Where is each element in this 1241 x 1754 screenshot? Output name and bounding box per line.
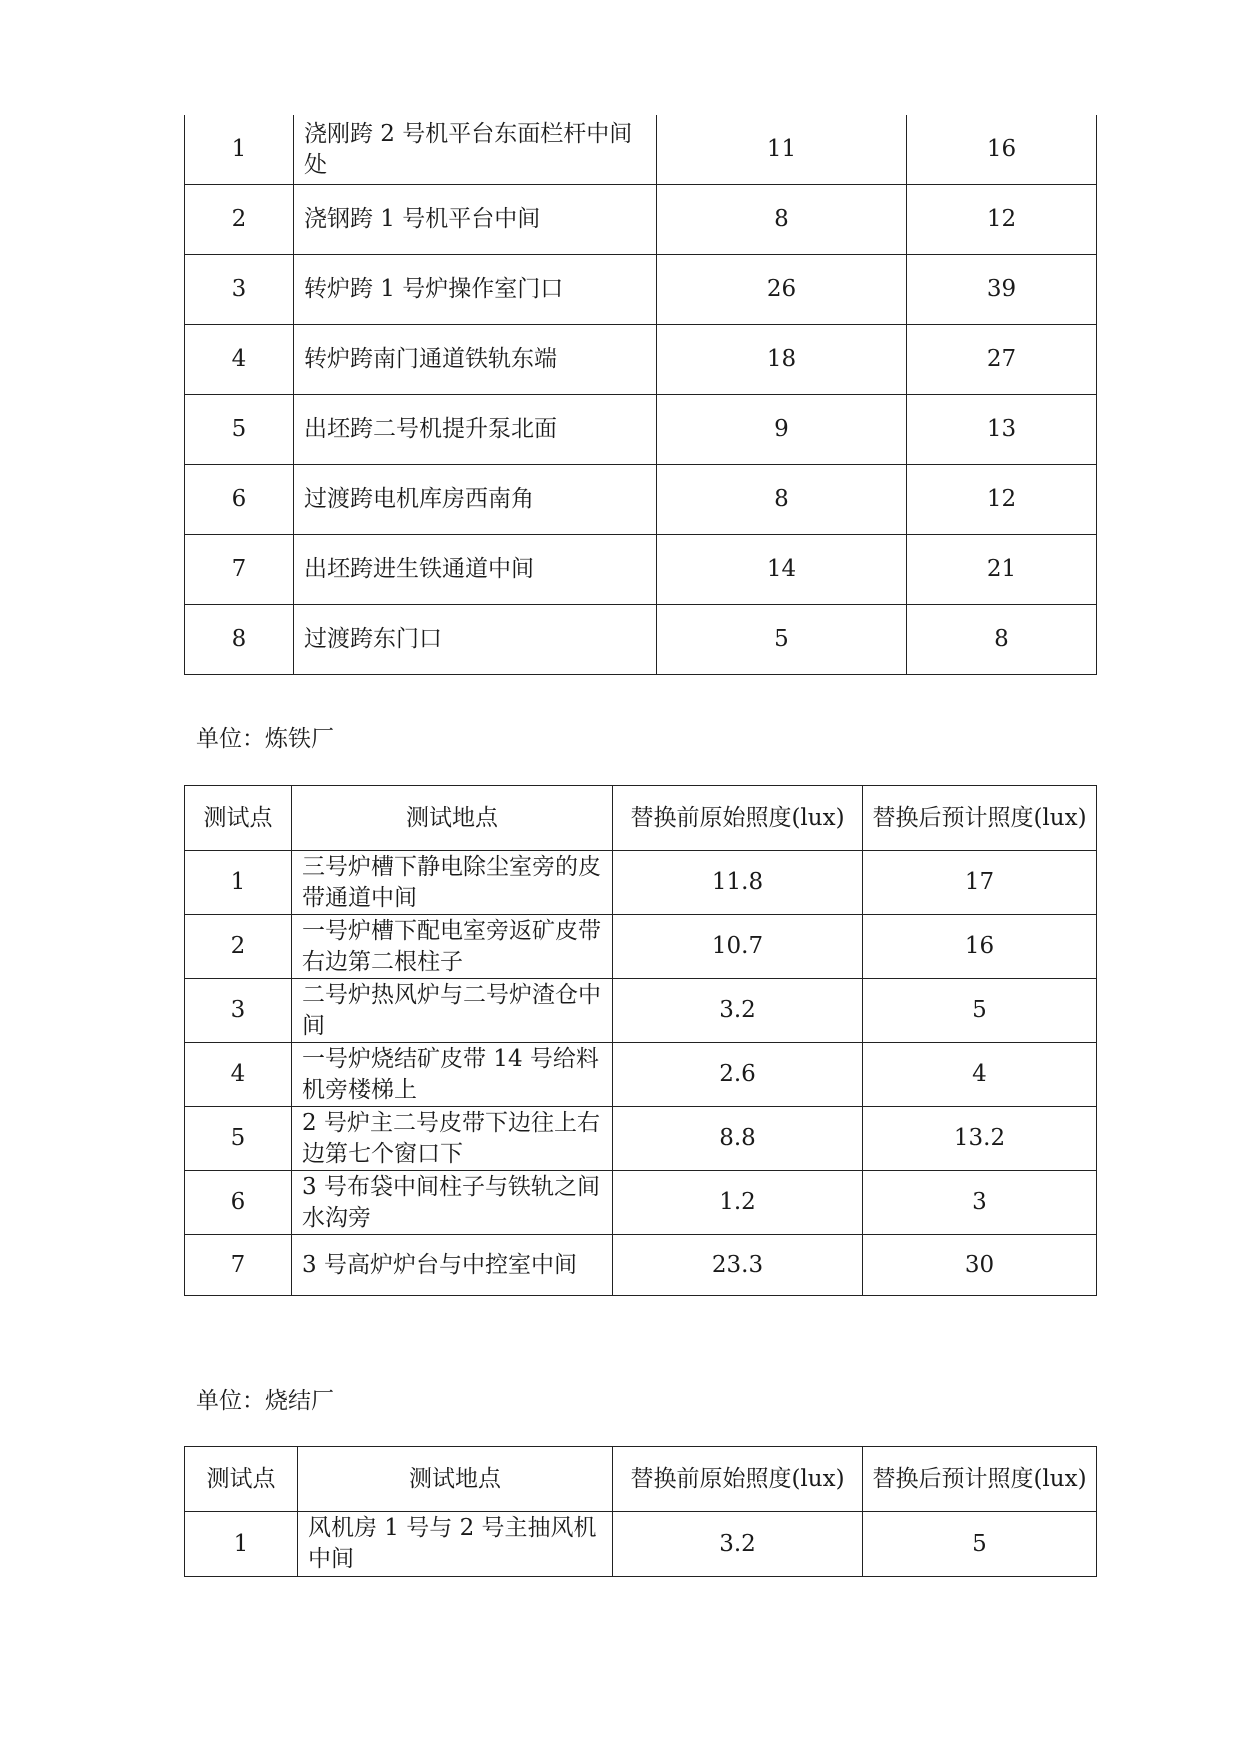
table-row: [185, 915, 1097, 979]
illuminance-table-sintering: [184, 1446, 1097, 1577]
table-row: [185, 395, 1097, 465]
unit-label-ironmaking: 单位：炼铁厂: [196, 726, 334, 752]
lux-before: 2.6: [613, 1043, 863, 1107]
table-header-row: [185, 786, 1097, 851]
lux-after: 13.2: [863, 1107, 1097, 1171]
lux-after: 39: [907, 255, 1097, 325]
table-row: [185, 1171, 1097, 1235]
test-location: 三号炉槽下静电除尘室旁的皮带通道中间: [292, 851, 613, 915]
table-row: [185, 851, 1097, 915]
lux-before: 9: [657, 395, 907, 465]
lux-before: 11: [657, 115, 907, 185]
test-location: 过渡跨电机库房西南角: [294, 465, 657, 535]
lux-before: 8: [657, 185, 907, 255]
test-point-no: 8: [185, 605, 294, 675]
table-row: [185, 465, 1097, 535]
table-row: [185, 535, 1097, 605]
test-point-no: 4: [185, 325, 294, 395]
lux-after: 27: [907, 325, 1097, 395]
test-point-no: 7: [185, 535, 294, 605]
table-header-row: [185, 1447, 1097, 1512]
lux-after: 5: [863, 1512, 1097, 1577]
lux-before: 5: [657, 605, 907, 675]
table-row: [185, 115, 1097, 185]
lux-after: 5: [863, 979, 1097, 1043]
lux-after: 3: [863, 1171, 1097, 1235]
test-point-no: 2: [185, 185, 294, 255]
test-location: 3 号布袋中间柱子与铁轨之间水沟旁: [292, 1171, 613, 1235]
table-row: [185, 325, 1097, 395]
lux-before: 11.8: [613, 851, 863, 915]
table-row: [185, 1107, 1097, 1171]
lux-after: 8: [907, 605, 1097, 675]
test-location: 风机房 1 号与 2 号主抽风机中间: [298, 1512, 613, 1577]
test-point-no: 2: [185, 915, 292, 979]
test-point-no: 7: [185, 1235, 292, 1296]
header-lux-before: 替换前原始照度(lux): [613, 1447, 863, 1512]
lux-after: 12: [907, 465, 1097, 535]
lux-before: 3.2: [613, 1512, 863, 1577]
test-point-no: 4: [185, 1043, 292, 1107]
lux-before: 3.2: [613, 979, 863, 1043]
test-location: 一号炉烧结矿皮带 14 号给料机旁楼梯上: [292, 1043, 613, 1107]
illuminance-table-steelmaking: [184, 115, 1097, 675]
lux-before: 26: [657, 255, 907, 325]
table-row: [185, 1512, 1097, 1577]
test-location: 出坯跨二号机提升泵北面: [294, 395, 657, 465]
unit-label-sintering: 单位：烧结厂: [196, 1388, 334, 1414]
header-lux-after: 替换后预计照度(lux): [863, 786, 1097, 851]
illuminance-table-ironmaking: [184, 785, 1097, 1296]
table-row: [185, 255, 1097, 325]
lux-after: 30: [863, 1235, 1097, 1296]
header-lux-before: 替换前原始照度(lux): [613, 786, 863, 851]
lux-before: 8: [657, 465, 907, 535]
test-point-no: 3: [185, 979, 292, 1043]
table-row: [185, 605, 1097, 675]
lux-before: 10.7: [613, 915, 863, 979]
lux-before: 14: [657, 535, 907, 605]
lux-before: 1.2: [613, 1171, 863, 1235]
lux-after: 16: [863, 915, 1097, 979]
header-test-point: 测试点: [185, 1447, 298, 1512]
lux-before: 23.3: [613, 1235, 863, 1296]
lux-before: 18: [657, 325, 907, 395]
table-row: [185, 185, 1097, 255]
test-point-no: 6: [185, 1171, 292, 1235]
test-location: 出坯跨进生铁通道中间: [294, 535, 657, 605]
table-row: [185, 1235, 1097, 1296]
lux-after: 21: [907, 535, 1097, 605]
test-location: 2 号炉主二号皮带下边往上右边第七个窗口下: [292, 1107, 613, 1171]
header-lux-after: 替换后预计照度(lux): [863, 1447, 1097, 1512]
test-location: 二号炉热风炉与二号炉渣仓中间: [292, 979, 613, 1043]
test-location: 一号炉槽下配电室旁返矿皮带右边第二根柱子: [292, 915, 613, 979]
test-location: 浇钢跨 1 号机平台中间: [294, 185, 657, 255]
test-location: 转炉跨 1 号炉操作室门口: [294, 255, 657, 325]
test-point-no: 6: [185, 465, 294, 535]
table-row: [185, 1043, 1097, 1107]
header-test-point: 测试点: [185, 786, 292, 851]
lux-after: 4: [863, 1043, 1097, 1107]
header-test-location: 测试地点: [298, 1447, 613, 1512]
table-row: [185, 979, 1097, 1043]
lux-after: 13: [907, 395, 1097, 465]
test-point-no: 5: [185, 1107, 292, 1171]
lux-after: 12: [907, 185, 1097, 255]
header-test-location: 测试地点: [292, 786, 613, 851]
test-location: 过渡跨东门口: [294, 605, 657, 675]
test-point-no: 1: [185, 1512, 298, 1577]
lux-after: 16: [907, 115, 1097, 185]
test-point-no: 1: [185, 851, 292, 915]
test-point-no: 1: [185, 115, 294, 185]
lux-before: 8.8: [613, 1107, 863, 1171]
test-location: 浇刚跨 2 号机平台东面栏杆中间处: [294, 115, 657, 185]
lux-after: 17: [863, 851, 1097, 915]
test-point-no: 5: [185, 395, 294, 465]
test-point-no: 3: [185, 255, 294, 325]
test-location: 3 号高炉炉台与中控室中间: [292, 1235, 613, 1296]
test-location: 转炉跨南门通道铁轨东端: [294, 325, 657, 395]
